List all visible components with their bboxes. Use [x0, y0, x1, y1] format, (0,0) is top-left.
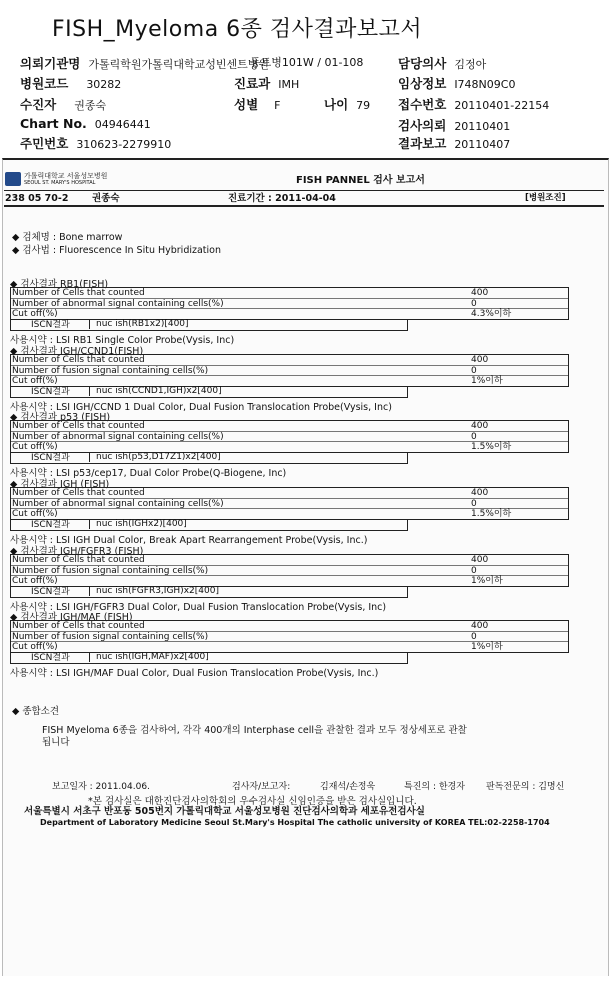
hospital-subname: SEOUL ST. MARY'S HOSPITAL — [24, 180, 96, 186]
table-row — [11, 309, 568, 319]
iscn-label: ISCN결과 — [31, 653, 70, 663]
row-value: 400 — [471, 555, 489, 565]
iscn-value: nuc ish(CCND1,IGH)x2[400] — [89, 386, 222, 396]
specialist: 특진의 : 한경자 — [404, 782, 465, 792]
chart-field: Chart No. 04946441 — [20, 116, 151, 131]
summary-line: FISH Myeloma 6종을 검사하여, 각각 400개의 Interphase cell을 관찰한 결과 모두 정상세포로 관찰 — [42, 725, 467, 736]
specimen: ◆ 검체명 : Bone marrow — [12, 232, 123, 243]
report-date-field: 결과보고 20110407 — [398, 136, 511, 151]
dept-field: 진료과 IMH — [234, 76, 300, 91]
table-row — [11, 432, 568, 443]
row-label: Number of abnormal signal containing cells(%) — [12, 298, 224, 309]
section-title: ◆ 검사결과 IGH/CCND1(FISH) — [10, 346, 144, 357]
reagent: 사용시약 : LSI p53/cep17, Dual Color Probe(Q-Biogene, Inc) — [10, 468, 287, 479]
table-row — [11, 488, 568, 499]
row-label: Number of fusion signal containing cells(%) — [12, 565, 209, 576]
section-title: ◆ 검사결과 IGH (FISH) — [10, 479, 110, 490]
table-row — [11, 642, 568, 652]
row-label: Cut off(%) — [12, 509, 58, 520]
row-label: Number of fusion signal containing cells(%) — [12, 631, 209, 642]
hospital-logo-icon — [5, 172, 21, 186]
iscn-value: nuc ish(IGHx2)[400] — [89, 519, 187, 529]
table-row — [11, 621, 568, 632]
result-table — [10, 354, 569, 387]
result-table — [10, 420, 569, 453]
row-value: 0 — [471, 498, 477, 509]
iscn-result — [10, 319, 408, 331]
reagent: 사용시약 : LSI IGH/CCND 1 Dual Color, Dual Fusion Translocation Probe(Vysis, Inc) — [10, 402, 392, 413]
row-label: Number of Cells that counted — [12, 288, 145, 298]
section-title: ◆ 검사결과 IGH/FGFR3 (FISH) — [10, 546, 144, 557]
requester-field: 의뢰기관명 가톨릭학원가톨릭대학교성빈센트병원 — [20, 56, 270, 71]
table-row — [11, 376, 568, 386]
row-label: Number of Cells that counted — [12, 488, 145, 498]
reader: 판독전문의 : 김명신 — [486, 782, 565, 792]
table-row — [11, 299, 568, 310]
row-value: 400 — [471, 621, 489, 631]
receipt-field: 접수번호 20110401-22154 — [398, 97, 550, 112]
examiner-names: 김재석/손정욱 — [320, 782, 376, 792]
row-label: Number of fusion signal containing cells(%) — [12, 365, 209, 376]
table-row — [11, 355, 568, 366]
row-value: 0 — [471, 631, 477, 642]
report-patient: 권종숙 — [92, 193, 120, 204]
iscn-label: ISCN결과 — [31, 387, 70, 397]
table-row — [11, 442, 568, 452]
row-label: Cut off(%) — [12, 642, 58, 653]
ward-field: 동트병101W / 01-108 — [250, 56, 364, 69]
iscn-result — [10, 586, 408, 598]
row-value: 0 — [471, 565, 477, 576]
address: 서울특별시 서초구 반포동 505번지 가톨릭대학교 서울성모병원 진단검사의학과 세포유전검사실 — [24, 806, 425, 817]
row-value: 400 — [471, 355, 489, 365]
table-row — [11, 499, 568, 510]
hospital-name: 가톨릭대학교 서울성모병원 — [24, 172, 108, 180]
doctor-field: 담당의사 김정아 — [398, 56, 487, 71]
iscn-value: nuc ish(FGFR3,IGH)x2[400] — [89, 586, 219, 596]
iscn-result — [10, 652, 408, 664]
reagent: 사용시약 : LSI IGH/FGFR3 Dual Color, Dual Fusion Translocation Probe(Vysis, Inc) — [10, 602, 387, 613]
iscn-result — [10, 519, 408, 531]
row-value: 400 — [471, 488, 489, 498]
row-label: Cut off(%) — [12, 442, 58, 453]
row-value: 1%이하 — [471, 642, 503, 653]
result-table — [10, 487, 569, 520]
divider — [4, 190, 604, 191]
table-row — [11, 632, 568, 643]
row-value: 4.3%이하 — [471, 309, 512, 320]
report-date: 보고일자 : 2011.04.06. — [52, 782, 150, 792]
section-title: ◆ 검사결과 RB1(FISH) — [10, 279, 109, 290]
iscn-label: ISCN결과 — [31, 587, 70, 597]
hospital-code-field: 병원코드 30282 — [20, 76, 122, 91]
iscn-result — [10, 386, 408, 398]
sex-field: 성별 F — [234, 97, 281, 112]
method: ◆ 검사법 : Fluorescence In Situ Hybridization — [12, 245, 221, 256]
row-label: Cut off(%) — [12, 576, 58, 587]
row-value: 400 — [471, 288, 489, 298]
report-heading: FISH PANNEL 검사 보고서 — [296, 175, 425, 186]
reagent: 사용시약 : LSI IGH/MAF Dual Color, Dual Fusion Translocation Probe(Vysis, Inc.) — [10, 668, 379, 679]
case-number: 238 05 70-2 — [5, 193, 69, 204]
row-value: 1.5%이하 — [471, 442, 512, 453]
row-label: Number of Cells that counted — [12, 355, 145, 365]
address-en: Department of Laboratory Medicine Seoul St.Mary's Hospital The catholic university of KOREA TEL:02-2258-1704 — [40, 818, 550, 827]
iscn-value: nuc ish(RB1x2)[400] — [89, 319, 189, 329]
summary-title: ◆ 종합소견 — [12, 706, 60, 717]
iscn-label: ISCN결과 — [31, 453, 70, 463]
reagent: 사용시약 : LSI RB1 Single Color Probe(Vysis, Inc) — [10, 335, 235, 346]
row-label: Cut off(%) — [12, 309, 58, 320]
table-row — [11, 421, 568, 432]
table-row — [11, 366, 568, 377]
row-label: Number of Cells that counted — [12, 621, 145, 631]
dept-tag: [병원조진] — [525, 193, 566, 203]
table-row — [11, 566, 568, 577]
row-value: 1.5%이하 — [471, 509, 512, 520]
iscn-label: ISCN결과 — [31, 520, 70, 530]
row-label: Number of Cells that counted — [12, 555, 145, 565]
row-label: Number of Cells that counted — [12, 421, 145, 431]
id-field: 주민번호 310623-2279910 — [20, 136, 172, 151]
iscn-label: ISCN결과 — [31, 320, 70, 330]
certification: *본 검사실은 대한진단검사의학회의 우수검사실 신임인증을 받은 검사실입니다. — [88, 796, 417, 807]
row-value: 400 — [471, 421, 489, 431]
request-field: 검사의뢰 20110401 — [398, 118, 511, 133]
iscn-value: nuc ish(IGH,MAF)x2[400] — [89, 652, 209, 662]
reagent: 사용시약 : LSI IGH Dual Color, Break Apart Rearrangement Probe(Vysis, Inc.) — [10, 535, 368, 546]
age-field: 나이 79 — [324, 97, 371, 112]
page-title: FISH_Myeloma 6종 검사결과보고서 — [52, 17, 423, 42]
iscn-result — [10, 452, 408, 464]
row-label: Number of abnormal signal containing cells(%) — [12, 498, 224, 509]
iscn-value: nuc ish(p53,D17Z1)x2[400] — [89, 452, 221, 462]
row-label: Number of abnormal signal containing cells(%) — [12, 431, 224, 442]
table-row — [11, 555, 568, 566]
row-value: 1%이하 — [471, 576, 503, 587]
table-row — [11, 509, 568, 519]
summary-line: 됩니다 — [42, 737, 70, 748]
result-table — [10, 620, 569, 653]
section-title: ◆ 검사결과 IGH/MAF (FISH) — [10, 612, 133, 623]
section-title: ◆ 검사결과 p53 (FISH) — [10, 412, 111, 423]
table-row — [11, 576, 568, 586]
divider — [4, 205, 604, 207]
patient-field: 수진자 권종숙 — [20, 97, 107, 112]
row-value: 1%이하 — [471, 376, 503, 387]
table-row — [11, 288, 568, 299]
row-value: 0 — [471, 298, 477, 309]
period: 진료기간 : 2011-04-04 — [228, 193, 336, 204]
result-table — [10, 287, 569, 320]
examiner-label: 검사자/보고자: — [232, 782, 291, 792]
result-table — [10, 554, 569, 587]
clinical-field: 임상정보 I748N09C0 — [398, 76, 516, 91]
row-value: 0 — [471, 431, 477, 442]
row-label: Cut off(%) — [12, 376, 58, 387]
row-value: 0 — [471, 365, 477, 376]
